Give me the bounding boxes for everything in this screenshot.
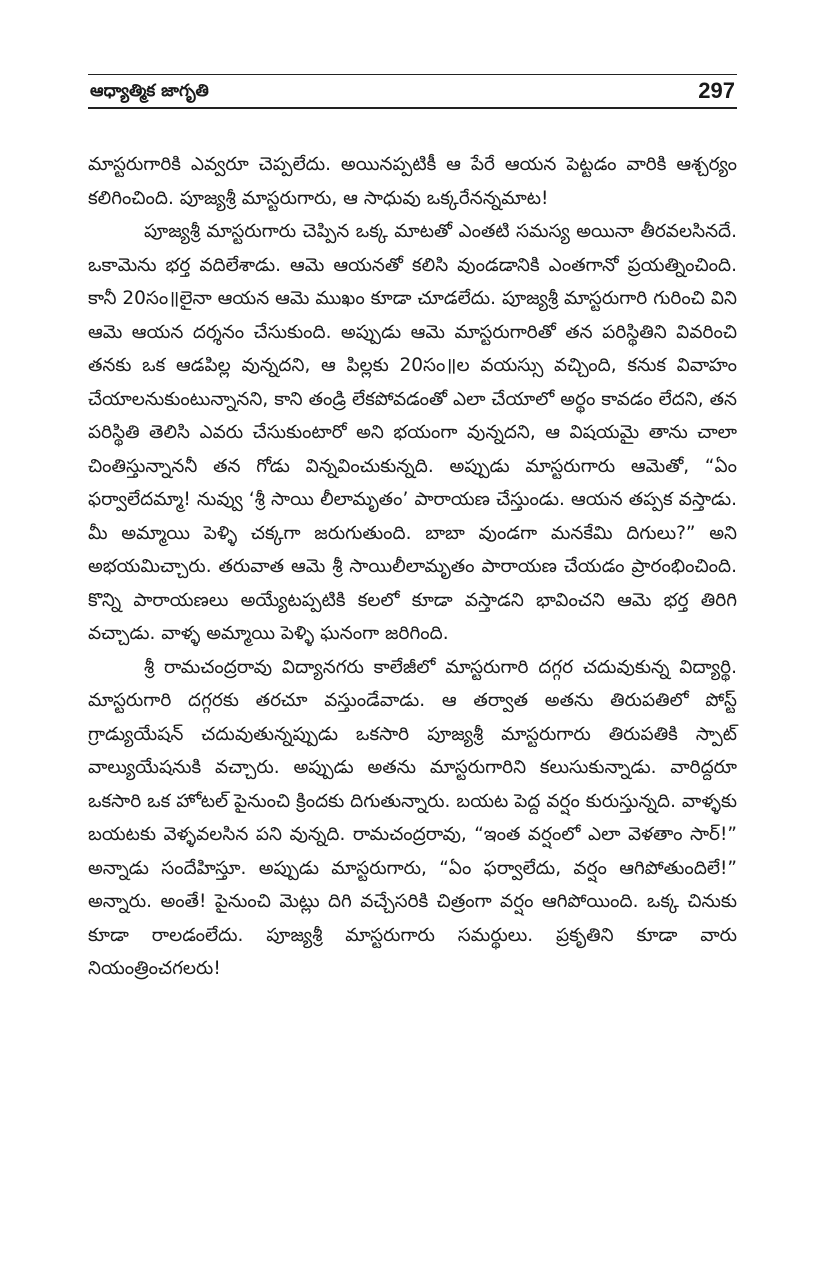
header-bottom-rule (88, 107, 737, 109)
paragraph-husband-returns: పూజ్యశ్రీ మాస్టరుగారు చెప్పిన ఒక్క మాటతో ఎంతటి సమస్య అయినా తీరవలసినదే. ఒకామెను భర్త వదిలేశాడు. ఆమె ఆయనతో కలిసి వుండడానికి ఎంతగానో ప్రయత్నించింది. కానీ 20సం॥లైనా ఆయన ఆమె ముఖం కూడా చూడలేదు. పూజ్యశ్రీ మాస్టరుగారి గురించి విని ఆమె ఆయన దర్శనం చేసుకుంది. అప్పుడు ఆమె మాస్టరుగారితో తన పరిస్థితిని వివరించి తనకు ఒక ఆడపిల్ల వున్నదని, ఆ పిల్లకు 20సం॥ల వయస్సు వచ్చింది, కనుక వివాహం చేయాలనుకుంటున్నానని, కాని తండ్రి లేకపోవడంతో ఎలా చేయాలో అర్థం కావడం లేదని, తన పరిస్థితి తెలిసి ఎవరు చేసుకుంటారో అని భయంగా వున్నదని, ఆ విషయమై తాను చాలా చింతిస్తున్నాననీ తన గోడు విన్నవించుకున్నది. అప్పుడు మాస్టరుగారు ఆమెతో, “ఏం ఫర్వాలేదమ్మా! నువ్వు ‘శ్రీ సాయి లీలామృతం’ పారాయణ చేస్తుండు. ఆయన తప్పక వస్తాడు. మీ అమ్మాయి పెళ్ళి చక్కగా జరుగుతుంది. బాబా వుండగా మనకేమి దిగులు?” అని అభయమిచ్చారు. తరువాత ఆమె శ్రీ సాయిలీలామృతం పారాయణ చేయడం ప్రారంభించింది. కొన్ని పారాయణలు అయ్యేటప్పటికి కలలో కూడా వస్తాడని భావించని ఆమె భర్త తిరిగి వచ్చాడు. వాళ్ళ అమ్మాయి పెళ్ళి ఘనంగా జరిగింది. (88, 221, 737, 644)
paragraph-rain-stops: శ్రీ రామచంద్రరావు విద్యానగరు కాలేజీలో మాస్టరుగారి దగ్గర చదువుకున్న విద్యార్థి. మాస్టరుగారి దగ్గరకు తరచూ వస్తుండేవాడు. ఆ తర్వాత అతను తిరుపతిలో పోస్ట్ గ్రాడ్యుయేషన్ చదువుతున్నప్పుడు ఒకసారి పూజ్యశ్రీ మాస్టరుగారు తిరుపతికి స్పాట్ వాల్యుయేషనుకి వచ్చారు. అప్పుడు అతను మాస్టరుగారిని కలుసుకున్నాడు. వారిద్దరూ ఒకసారి ఒక హోటల్ పైనుంచి క్రిందకు దిగుతున్నారు. బయట పెద్ద వర్షం కురుస్తున్నది. వాళ్ళకు బయటకు వెళ్ళవలసిన పని వున్నది. రామచంద్రరావు, “ఇంత వర్షంలో ఎలా వెళతాం సార్!” అన్నాడు సందేహిస్తూ. అప్పుడు మాస్టరుగారు, “ఏం ఫర్వాలేదు, వర్షం ఆగిపోతుందిలే!” అన్నారు. అంతే! పైనుంచి మెట్లు దిగి వచ్చేసరికి చిత్రంగా వర్షం ఆగిపోయింది. ఒక్క చినుకు కూడా రాలడంలేదు. పూజ్యశ్రీ మాస్టరుగారు సమర్థులు. ప్రకృతిని కూడా వారు నియంత్రించగలరు! (88, 656, 737, 979)
header-top-rule (88, 74, 737, 75)
page-number: 297 (698, 78, 735, 103)
running-title: ఆధ్యాత్మిక జాగృతి (90, 81, 209, 101)
body-text (88, 148, 737, 986)
running-header (88, 74, 737, 114)
paragraph-continuation: మాస్టరుగారికి ఎవ్వరూ చెప్పలేదు. అయినప్పటికీ ఆ పేరే ఆయన పెట్టడం వారికి ఆశ్చర్యం కలిగించింది. పూజ్యశ్రీ మాస్టరుగారు, ఆ సాధువు ఒక్కరేనన్నమాట! (88, 154, 737, 209)
